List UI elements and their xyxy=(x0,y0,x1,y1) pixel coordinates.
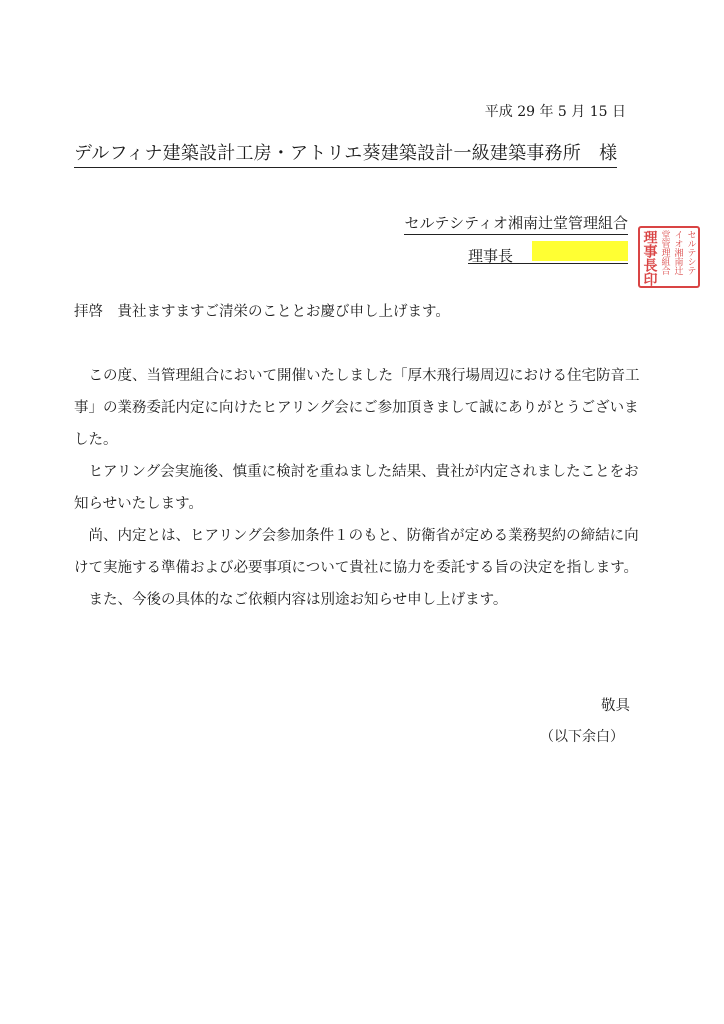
seal-text-col4: 理事長印 xyxy=(641,230,658,286)
remainder-note: （以下余白） xyxy=(540,729,624,745)
greeting: 拝啓 貴社ますますご清栄のこととお慶び申し上げます。 xyxy=(74,304,450,320)
redacted-name xyxy=(532,241,628,261)
seal-text-col3: 堂管理組合 xyxy=(659,230,670,275)
official-seal-stamp xyxy=(638,226,700,288)
sender-organization: セルテシティオ湘南辻堂管理組合 xyxy=(404,212,628,235)
closing: 敬具 xyxy=(601,698,630,714)
sender-role-line xyxy=(468,241,628,264)
paragraph-3: 尚、内定とは、ヒアリング会参加条件１のもと、防衛省が定める業務契約の締結に向けて実施する準備および必要事項について貴社に協力を委託する旨の決定を指します。 xyxy=(74,528,639,576)
letter-date: 平成 29 年 5 月 15 日 xyxy=(484,104,626,120)
seal-text-col1: セルテシテ xyxy=(685,230,696,275)
paragraph-4: また、今後の具体的なご依頼内容は別途お知らせ申し上げます。 xyxy=(88,592,508,608)
addressee: デルフィナ建築設計工房・アトリエ葵建築設計一級建築事務所 様 xyxy=(74,139,617,168)
paragraph-1: この度、当管理組合において開催いたしました「厚木飛行場周辺における住宅防音工事」の業務委託内定に向けたヒアリング会にご参加頂きまして誠にありがとうございました。 xyxy=(74,368,640,448)
sender-role: 理事長 xyxy=(468,247,514,265)
letter-body xyxy=(74,296,640,616)
paragraph-2: ヒアリング会実施後、慎重に検討を重ねました結果、貴社が内定されましたことをお知らせいたします。 xyxy=(74,464,639,512)
seal-text-col2: イオ湘南辻 xyxy=(672,230,683,275)
